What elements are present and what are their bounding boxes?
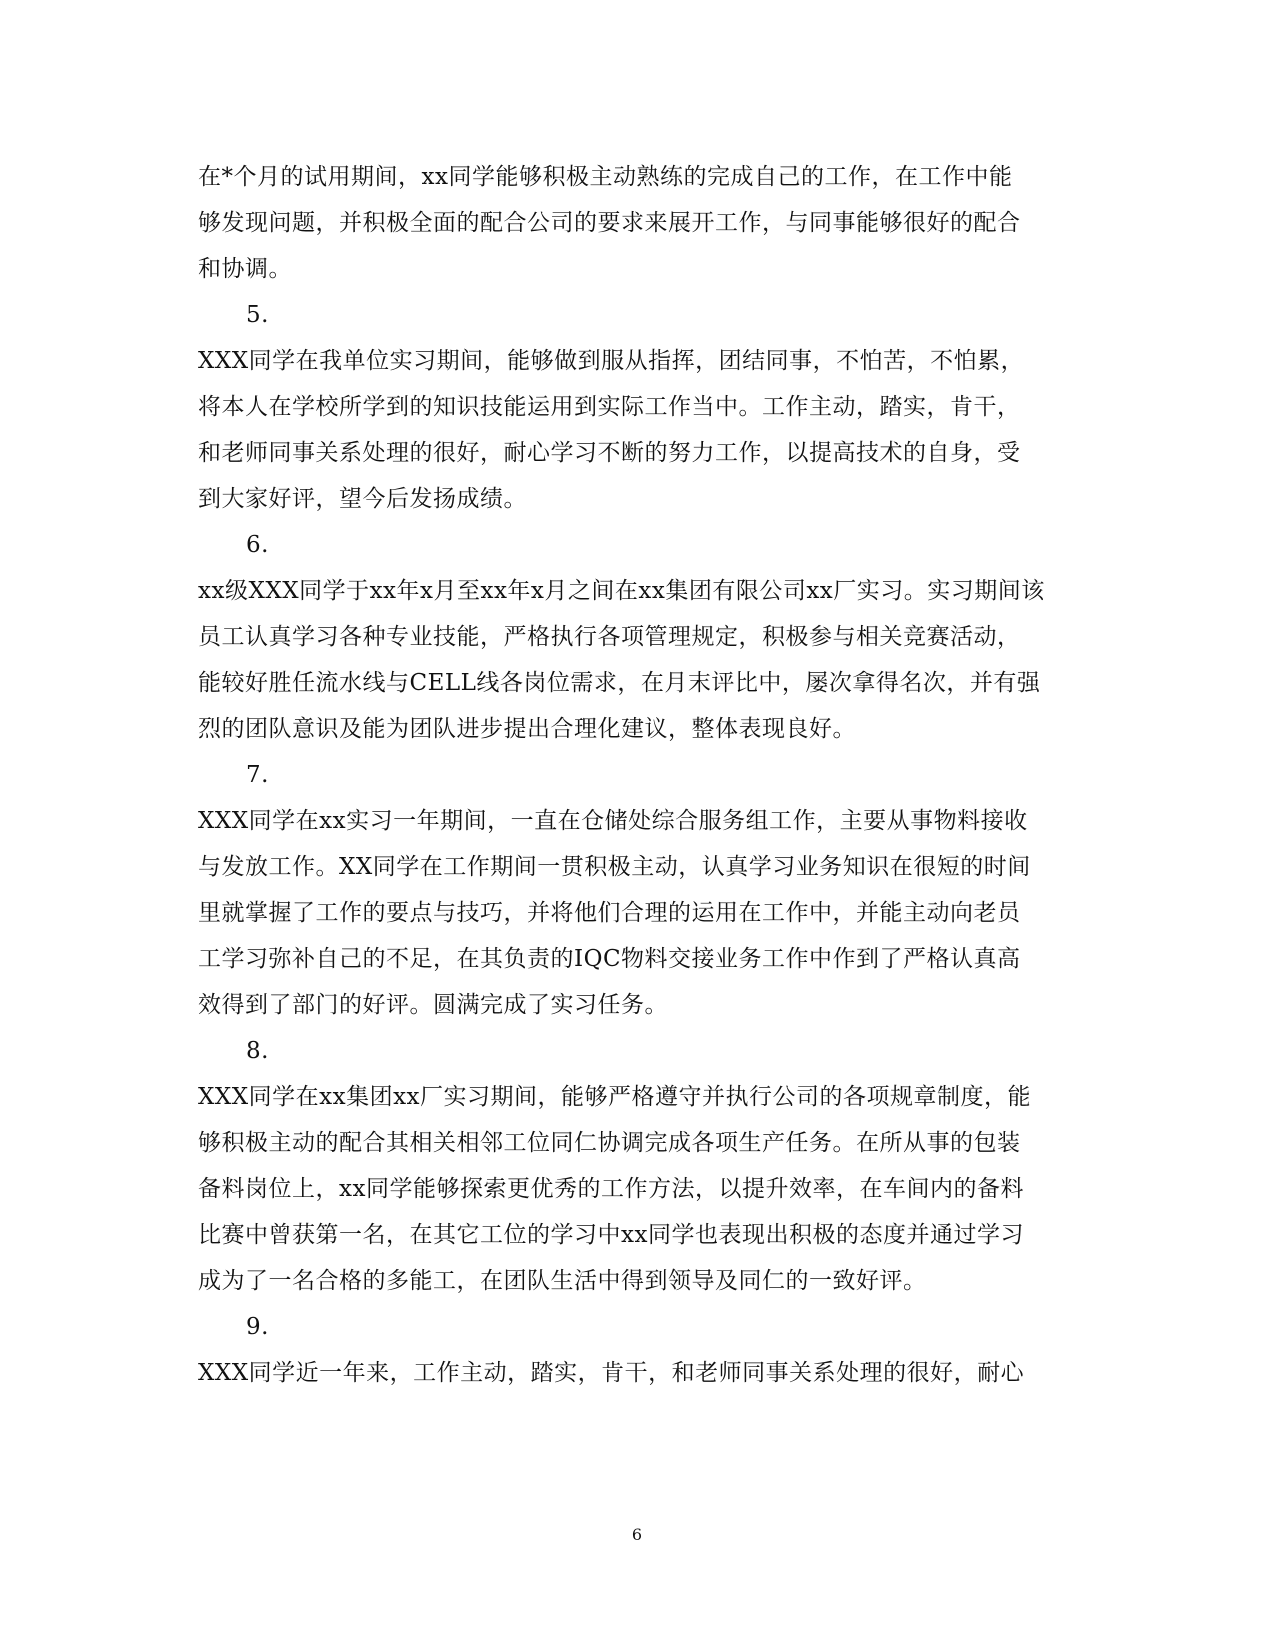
text-line: 将本人在学校所学到的知识技能运用到实际工作当中。工作主动，踏实，肯干， — [198, 394, 1021, 420]
item-number: 6. — [246, 532, 269, 558]
item-number: 9. — [246, 1314, 269, 1340]
text-line: 比赛中曾获第一名，在其它工位的学习中xx同学也表现出积极的态度并通过学习 — [198, 1222, 1024, 1248]
text-line: 够发现问题，并积极全面的配合公司的要求来展开工作，与同事能够很好的配合 — [198, 210, 1021, 236]
text-line: 里就掌握了工作的要点与技巧，并将他们合理的运用在工作中，并能主动向老员 — [198, 900, 1021, 926]
text-line: 工学习弥补自己的不足，在其负责的IQC物料交接业务工作中作到了严格认真高 — [198, 946, 1021, 972]
item-number: 8. — [246, 1038, 269, 1064]
text-line: 和老师同事关系处理的很好，耐心学习不断的努力工作，以提高技术的自身，受 — [198, 440, 1021, 466]
text-line: XXX同学在我单位实习期间，能够做到服从指挥，团结同事，不怕苦，不怕累， — [198, 348, 1025, 374]
text-line: 效得到了部门的好评。圆满完成了实习任务。 — [198, 992, 668, 1018]
text-line: 在*个月的试用期间，xx同学能够积极主动熟练的完成自己的工作，在工作中能 — [198, 164, 1013, 190]
text-line: 成为了一名合格的多能工，在团队生活中得到领导及同仁的一致好评。 — [198, 1268, 927, 1294]
text-line: 与发放工作。XX同学在工作期间一贯积极主动，认真学习业务知识在很短的时间 — [198, 854, 1031, 880]
text-line: XXX同学在xx集团xx厂实习期间，能够严格遵守并执行公司的各项规章制度，能 — [198, 1084, 1032, 1110]
text-line: XXX同学在xx实习一年期间，一直在仓储处综合服务组工作，主要从事物料接收 — [198, 808, 1028, 834]
text-line: 备料岗位上，xx同学能够探索更优秀的工作方法，以提升效率，在车间内的备料 — [198, 1176, 1024, 1202]
text-line: XXX同学近一年来，工作主动，踏实，肯干，和老师同事关系处理的很好，耐心 — [198, 1360, 1025, 1386]
text-line: 烈的团队意识及能为团队进步提出合理化建议，整体表现良好。 — [198, 716, 856, 742]
text-line: xx级XXX同学于xx年x月至xx年x月之间在xx集团有限公司xx厂实习。实习期间该 — [198, 578, 1045, 604]
page-number: 6 — [631, 1525, 643, 1544]
item-number: 7. — [246, 762, 269, 788]
item-number: 5. — [246, 302, 269, 328]
text-line: 能较好胜任流水线与CELL线各岗位需求，在月末评比中，屡次拿得名次，并有强 — [198, 670, 1041, 696]
text-line: 到大家好评，望今后发扬成绩。 — [198, 486, 527, 512]
text-line: 够积极主动的配合其相关相邻工位同仁协调完成各项生产任务。在所从事的包装 — [198, 1130, 1021, 1156]
text-line: 和协调。 — [198, 256, 292, 282]
text-line: 员工认真学习各种专业技能，严格执行各项管理规定，积极参与相关竞赛活动， — [198, 624, 1021, 650]
